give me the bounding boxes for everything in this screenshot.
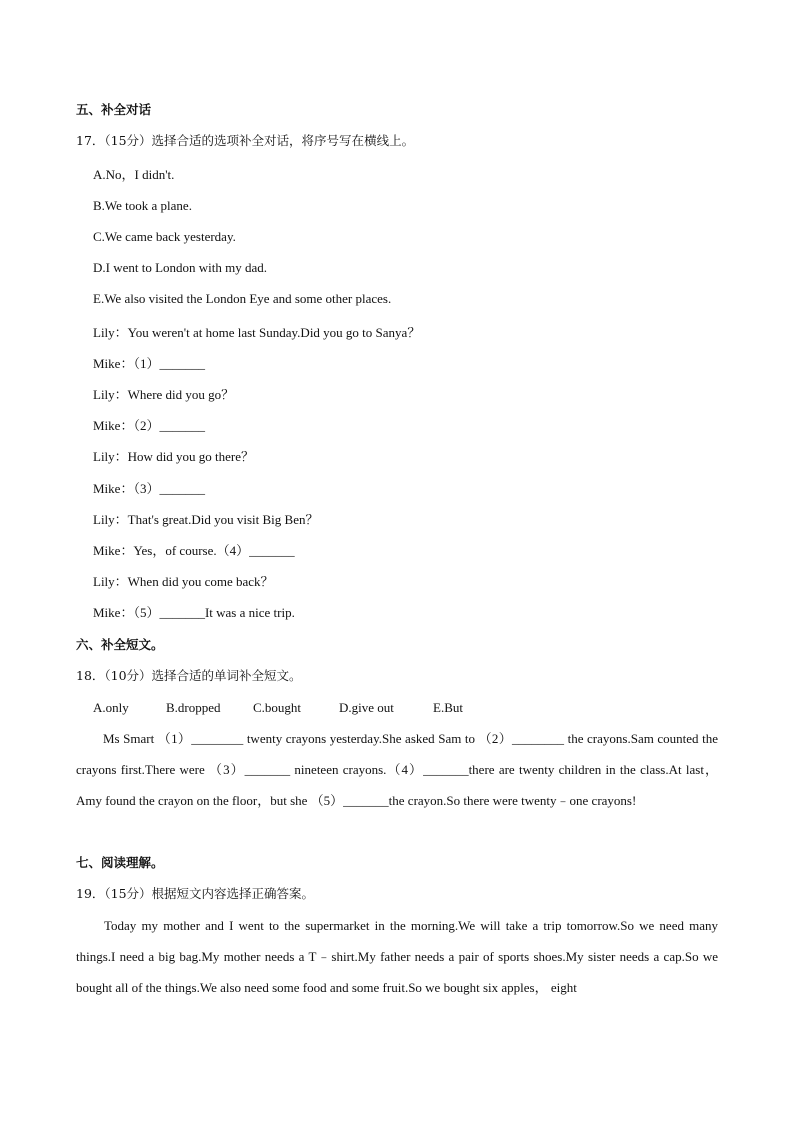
option-b: B.We took a plane. bbox=[93, 198, 192, 213]
dialogue-line: Lily：Where did you go？ bbox=[93, 387, 235, 402]
option-e: E.We also visited the London Eye and some other places. bbox=[93, 291, 392, 306]
word-options bbox=[93, 700, 463, 716]
option-a: A.No，I didn't. bbox=[93, 167, 175, 182]
word-option-e: E.But bbox=[433, 700, 463, 715]
dialogue-line: Mike：（1）_______ bbox=[93, 356, 205, 371]
option-d: D.I went to London with my dad. bbox=[93, 260, 268, 275]
dialogue-line: Mike：（2）_______ bbox=[93, 418, 205, 433]
word-option-a: A.only bbox=[93, 700, 129, 715]
option-c: C.We came back yesterday. bbox=[93, 229, 236, 244]
word-option-c: C.bought bbox=[253, 700, 302, 715]
question-19-prompt: 19．（15分）根据短文内容选择正确答案。 bbox=[76, 886, 315, 901]
dialogue-line: Lily：You weren't at home last Sunday.Did you go to Sanya？ bbox=[93, 325, 421, 340]
dialogue-line: Lily：When did you come back？ bbox=[93, 574, 274, 589]
section-6-heading: 六、补全短文。 bbox=[76, 637, 164, 652]
word-option-b: B.dropped bbox=[166, 700, 221, 715]
reading-passage-text: Today my mother and I went to the supermarket in the morning.We will take a trip tomorrow.So we need many things.I need a big bag.My mother needs a T﹣shirt.My father needs a pair of sports shoes.My sister needs a cap.So we bought all of the things.We also need some food and some fruit.So we bought six apples， eight bbox=[76, 918, 718, 995]
section-5-heading: 五、补全对话 bbox=[76, 102, 152, 117]
dialogue-line: Mike：（5）_______It was a nice trip. bbox=[93, 605, 295, 620]
dialogue-line: Lily：That's great.Did you visit Big Ben？ bbox=[93, 512, 319, 527]
word-option-d: D.give out bbox=[339, 700, 394, 715]
cloze-passage-text: Ms Smart （1）________ twenty crayons yesterday.She asked Sam to （2）________ the crayons.Sam counted the crayons first.There were （3）_______ nineteen crayons.（4）_______there are twenty children in the class.At last，Amy found the crayon on the floor，but she （5）_______the crayon.So there were twenty﹣one crayons! bbox=[76, 731, 718, 808]
dialogue-line: Mike：（3）_______ bbox=[93, 481, 205, 496]
dialogue-line: Lily：How did you go there？ bbox=[93, 449, 255, 464]
dialogue-line: Mike：Yes，of course.（4）_______ bbox=[93, 543, 295, 558]
cloze-passage bbox=[76, 723, 718, 816]
reading-passage bbox=[76, 910, 718, 1003]
section-7-heading: 七、阅读理解。 bbox=[76, 855, 164, 870]
question-17-prompt: 17．（15分）选择合适的选项补全对话，将序号写在横线上。 bbox=[76, 133, 415, 148]
question-18-prompt: 18．（10分）选择合适的单词补全短文。 bbox=[76, 668, 302, 683]
